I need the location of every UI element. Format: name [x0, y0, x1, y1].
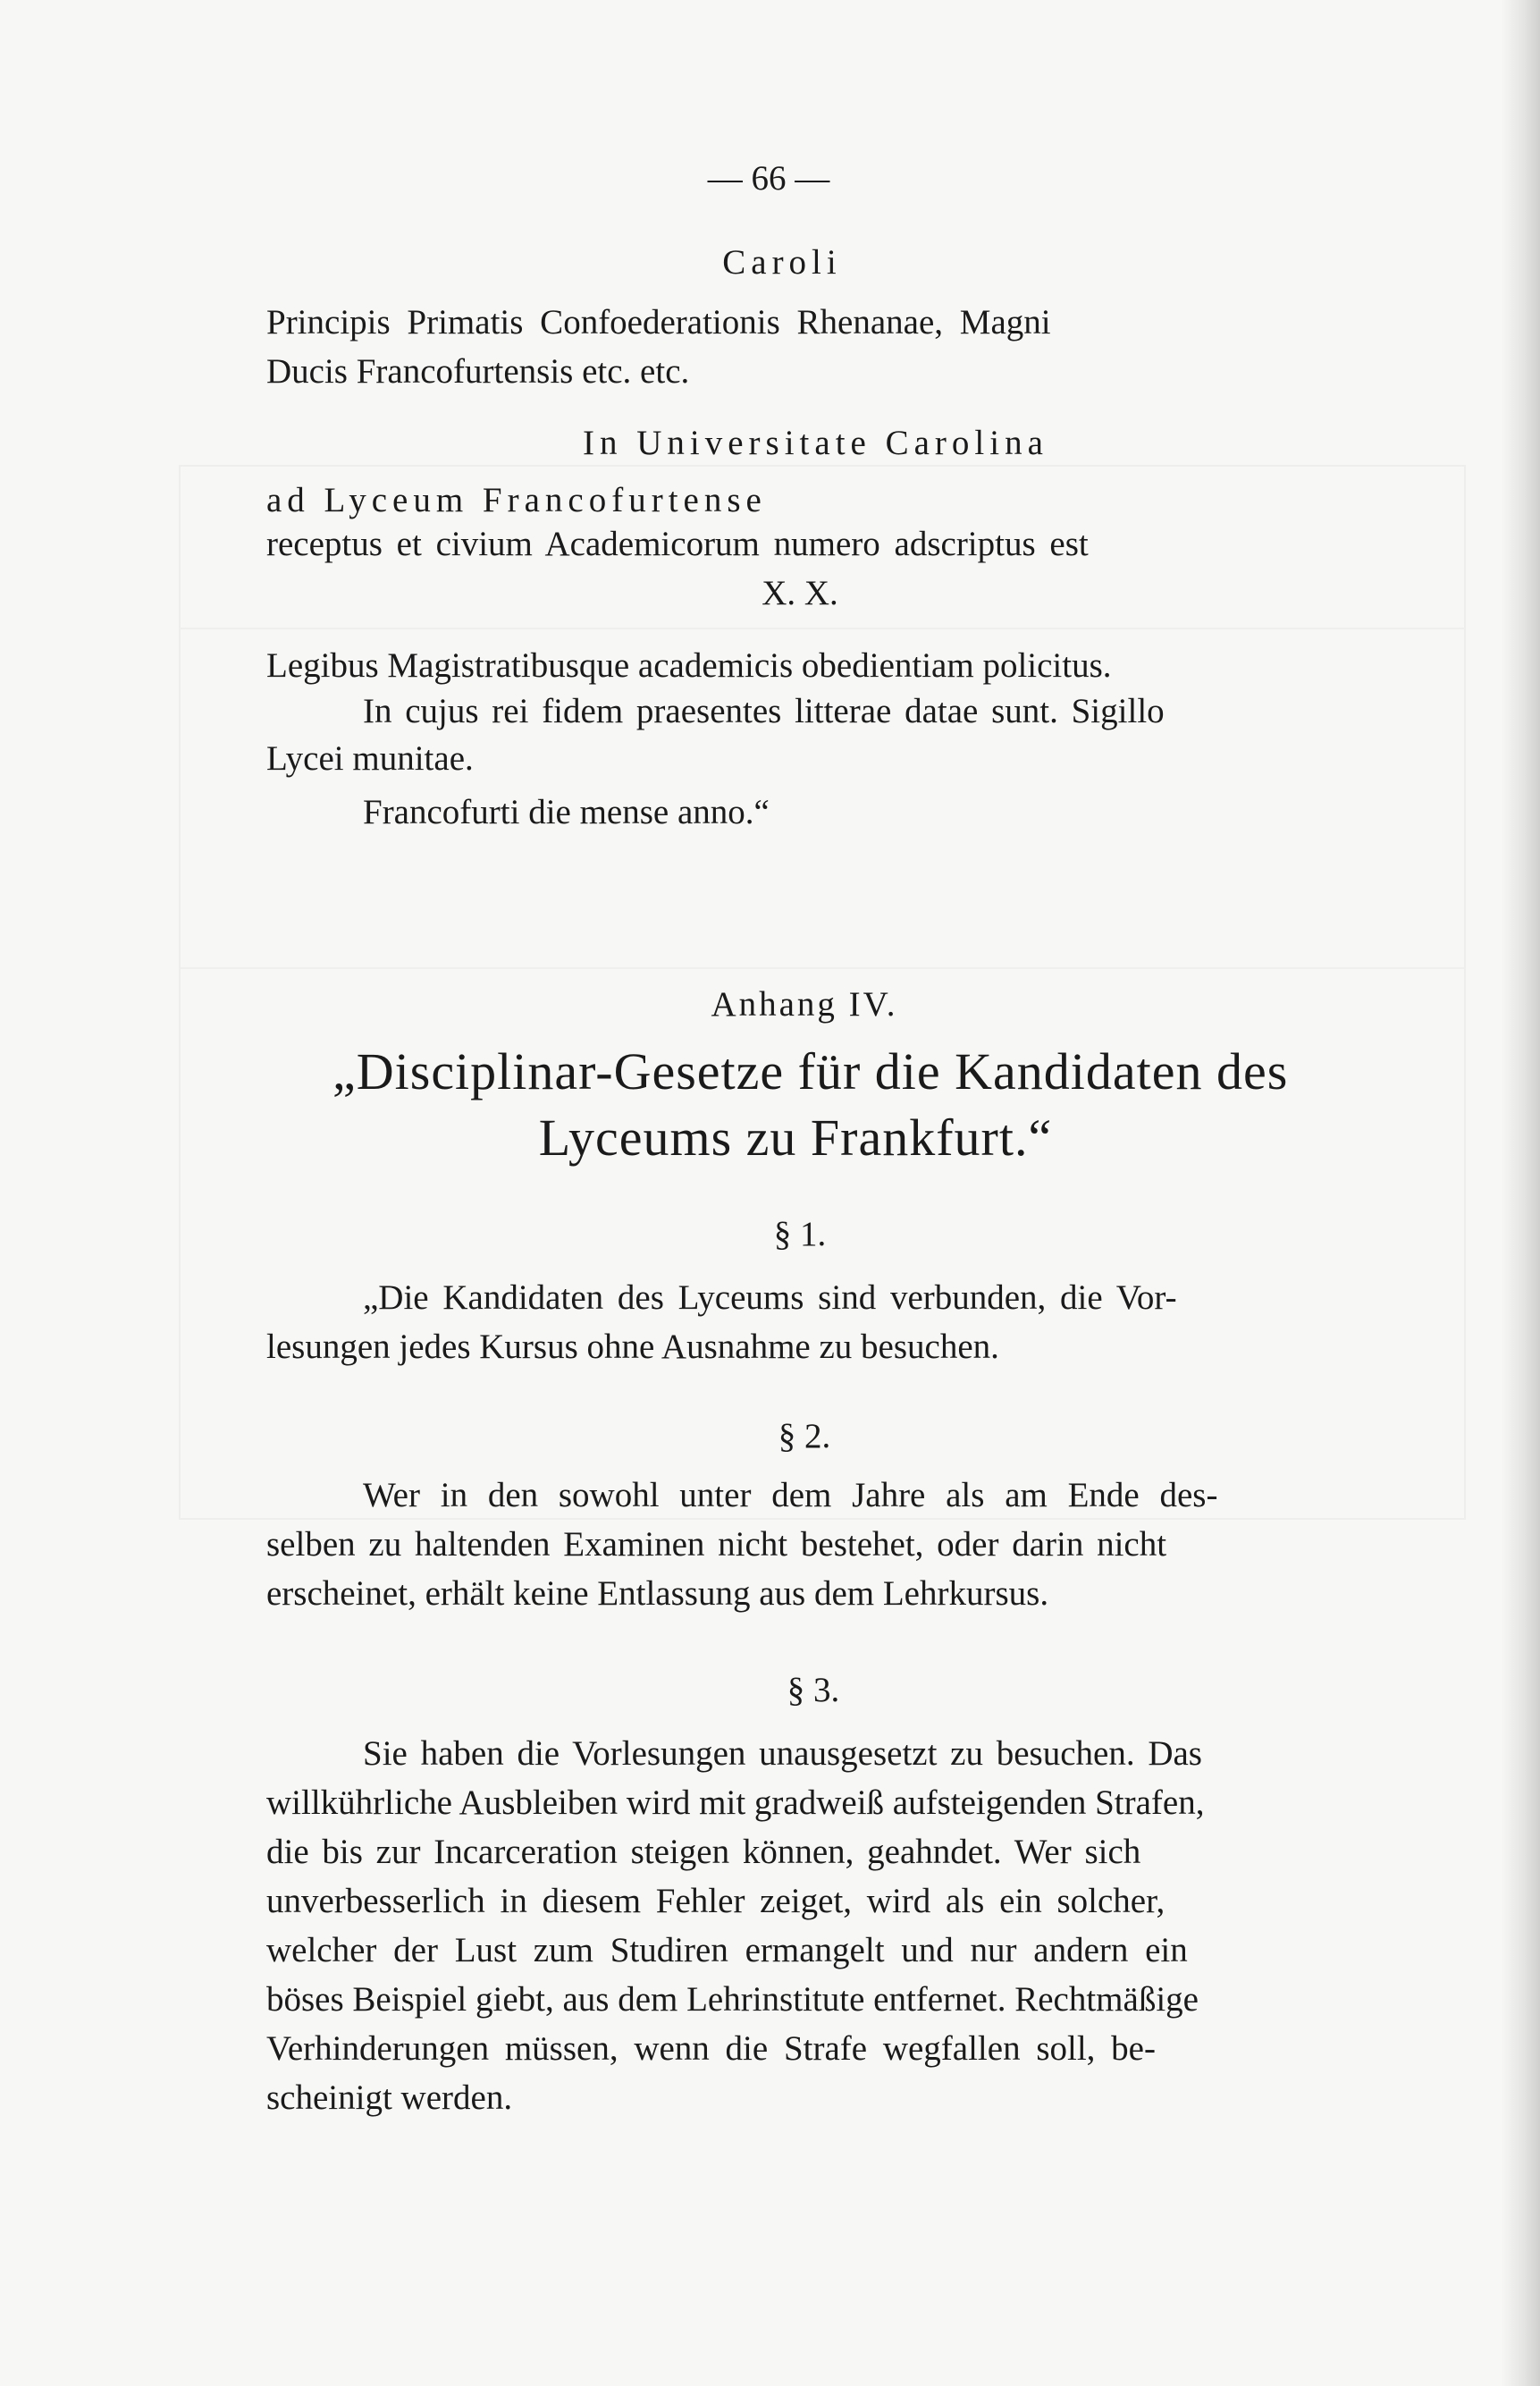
doc-line: selben zu haltenden Examinen nicht bestehet, oder darin nicht: [266, 1525, 1167, 1564]
doc-line: ad Lyceum Francofurtense: [266, 481, 767, 519]
doc-line: lesungen jedes Kursus ohne Ausnahme zu besuchen.: [266, 1328, 999, 1366]
doc-line: Legibus Magistratibusque academicis obedientiam policitus.: [266, 646, 1112, 685]
page-edge-shadow: [1501, 0, 1540, 2386]
doc-line: böses Beispiel giebt, aus dem Lehrinstitute entfernet. Rechtmäßige: [266, 1980, 1199, 2019]
doc-line: Wer in den sowohl unter dem Jahre als am Ende des-: [363, 1476, 1218, 1514]
doc-line: Principis Primatis Confoederationis Rhenanae, Magni: [266, 303, 1051, 341]
doc-line: X. X.: [762, 574, 838, 612]
doc-line: Lycei munitae.: [266, 739, 474, 778]
doc-line: Verhinderungen müssen, wenn die Strafe wegfallen soll, be-: [266, 2029, 1156, 2068]
doc-line: willkührliche Ausbleiben wird mit gradweiß aufsteigenden Strafen,: [266, 1783, 1205, 1822]
section-heading: § 3.: [787, 1671, 840, 1709]
doc-line: Ducis Francofurtensis etc. etc.: [266, 352, 690, 391]
section-heading: § 2.: [778, 1417, 831, 1455]
doc-line: Francofurti die mense anno.“: [363, 793, 770, 831]
doc-line: Caroli: [722, 243, 842, 282]
doc-line: Sie haben die Vorlesungen unausgesetzt zu besuchen. Das: [363, 1734, 1202, 1773]
doc-line: In cujus rei fidem praesentes litterae datae sunt. Sigillo: [363, 692, 1165, 730]
section-heading: § 1.: [773, 1215, 827, 1253]
doc-line: receptus et civium Academicorum numero adscriptus est: [266, 525, 1089, 563]
doc-line: unverbesserlich in diesem Fehler zeiget, wird als ein solcher,: [266, 1882, 1166, 1920]
doc-line: erscheinet, erhält keine Entlassung aus dem Lehrkursus.: [266, 1574, 1049, 1613]
doc-line: die bis zur Incarceration steigen können, geahndet. Wer sich: [266, 1833, 1141, 1871]
doc-line: scheinigt werden.: [266, 2078, 513, 2117]
document-title: „Disciplinar-Gesetze für die Kandidaten des: [332, 1042, 1289, 1100]
doc-line: „Die Kandidaten des Lyceums sind verbunden, die Vor-: [363, 1278, 1177, 1317]
page-number: — 66 —: [707, 159, 830, 198]
doc-line: welcher der Lust zum Studiren ermangelt und nur andern ein: [266, 1931, 1188, 1969]
document-title: Lyceums zu Frankfurt.“: [538, 1109, 1053, 1167]
appendix-heading: Anhang IV.: [711, 985, 898, 1024]
doc-line: In Universitate Carolina: [583, 424, 1048, 462]
